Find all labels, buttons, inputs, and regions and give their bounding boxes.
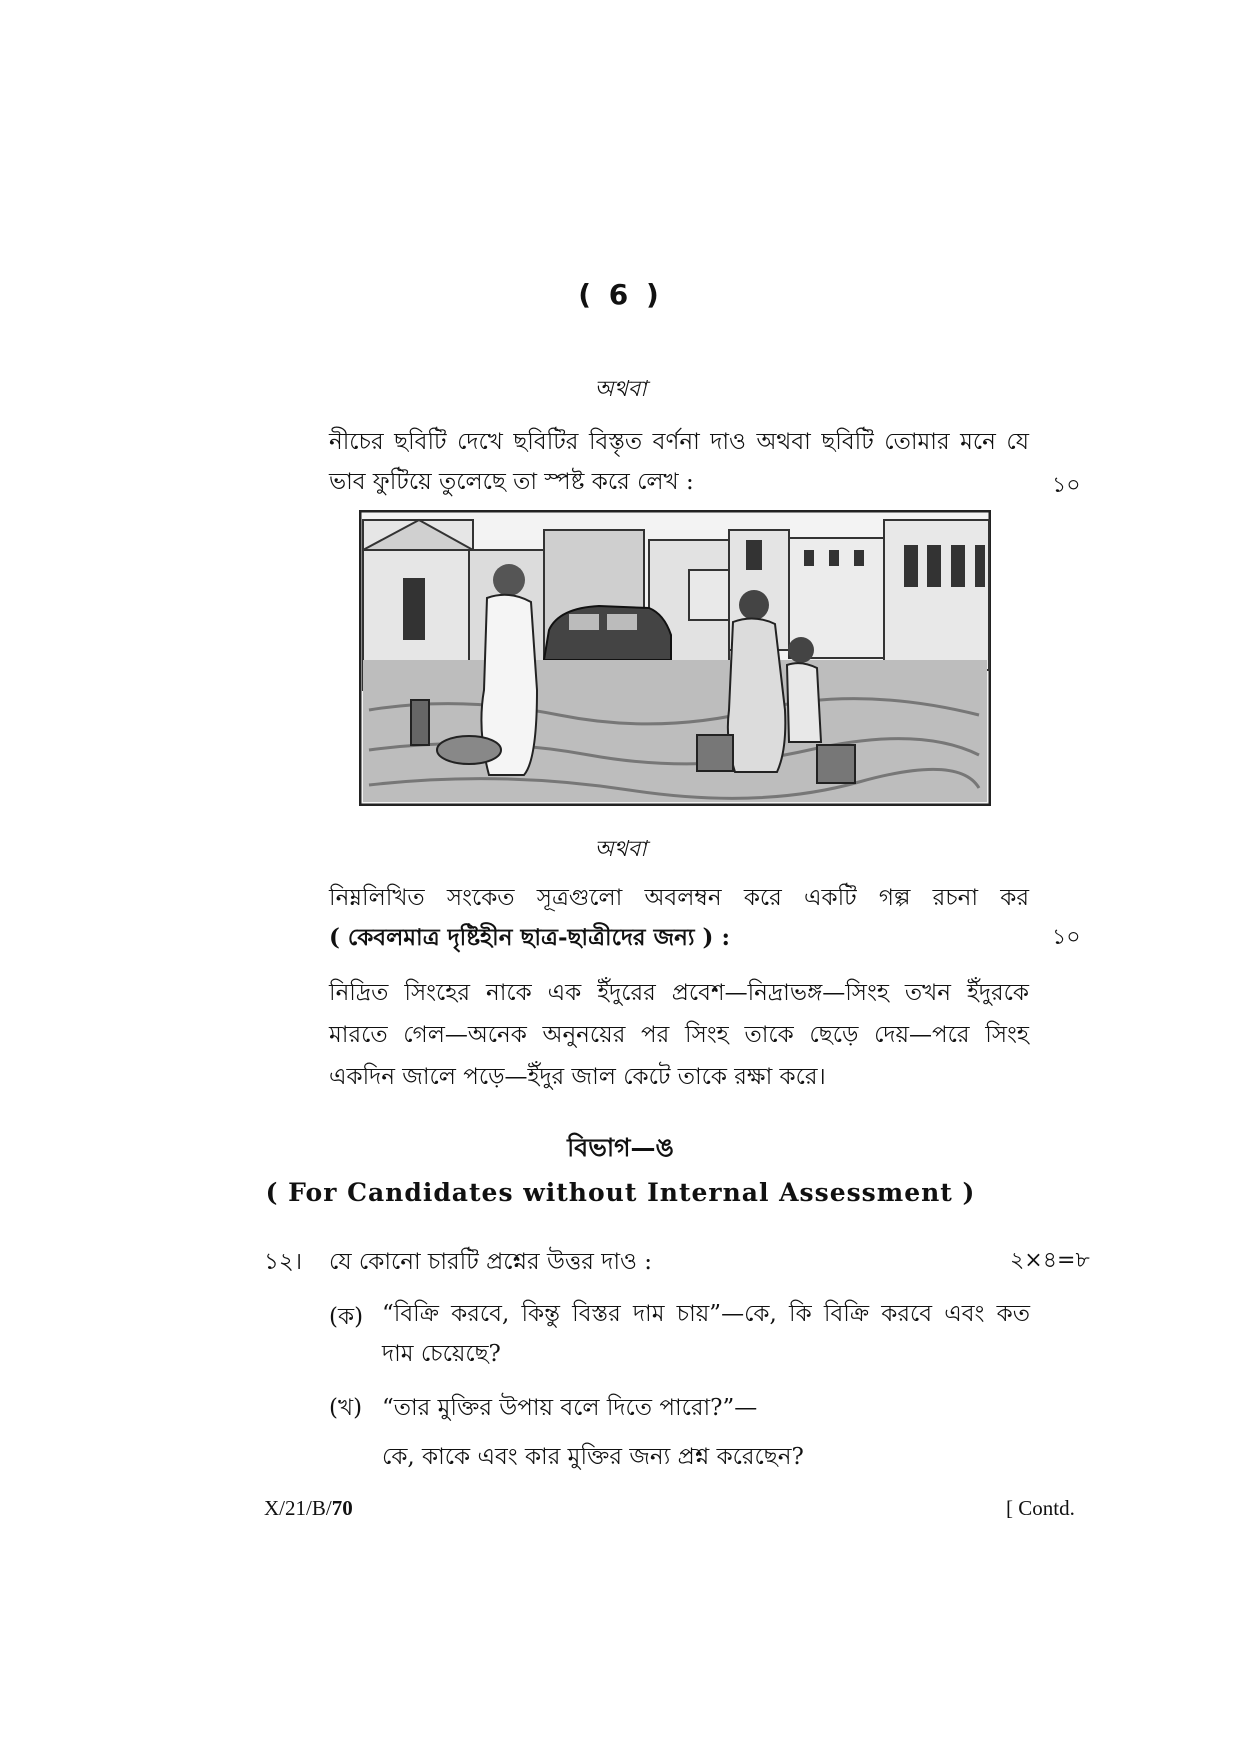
paper-code-prefix: X/21/B/ xyxy=(264,1496,332,1520)
section-title: বিভাগ—ঙ xyxy=(567,1133,674,1162)
picture-task-line1: নীচের ছবিটি দেখে ছবিটির বিস্তৃত বর্ণনা দাও অথবা ছবিটি তোমার মনে যে xyxy=(329,429,1029,455)
story-hints-line3: একদিন জালে পড়ে—ইঁদুর জাল কেটে তাকে রক্ষা করে। xyxy=(329,1064,826,1090)
part-label: (ক) xyxy=(329,1304,364,1330)
story-hints-line2: মারতে গেল—অনেক অনুনয়ের পর সিংহ তাকে ছেড়ে দেয়—পরে সিংহ xyxy=(329,1022,1029,1048)
picture-task-line2: ভাব ফুটিয়ে তুলেছে তা স্পষ্ট করে লেখ : xyxy=(329,469,694,495)
question-marks: ২×৪=৮ xyxy=(1010,1248,1090,1273)
section-subtitle: ( For Candidates without Internal Assessment ) xyxy=(265,1178,976,1207)
story-hints-line1: নিদ্রিত সিংহের নাকে এক ইঁদুরের প্রবেশ—নিদ্রাভঙ্গ—সিংহ তখন ইঁদুরকে xyxy=(329,980,1029,1006)
question-number: ১২। xyxy=(264,1249,303,1275)
part-kha-line2: কে, কাকে এবং কার মুক্তির জন্য প্রশ্ন করেছেন? xyxy=(382,1444,804,1470)
part-ka xyxy=(382,1294,1030,1374)
part-ka-line2: দাম চেয়েছে? xyxy=(382,1341,501,1367)
story-task-marks: ১০ xyxy=(1052,925,1081,950)
part-ka-line1: “বিক্রি করবে, কিন্তু বিস্তর দাম চায়”—কে, কি বিক্রি করবে এবং কত xyxy=(382,1301,1030,1327)
story-task xyxy=(329,878,1029,958)
story-hints xyxy=(329,972,1029,1098)
flood-illustration xyxy=(359,510,991,806)
picture-task-marks: ১০ xyxy=(1052,473,1081,498)
question-text: যে কোনো চারটি প্রশ্নের উত্তর দাও : xyxy=(329,1249,653,1275)
page-number: ( 6 ) xyxy=(578,278,663,311)
story-task-line1: নিম্নলিখিত সংকেত সূত্রগুলো অবলম্বন করে একটি গল্প রচনা কর xyxy=(329,885,1029,911)
paper-code-number: 70 xyxy=(331,1496,353,1520)
paper-code xyxy=(264,1496,353,1521)
part-kha-line1: “তার মুক্তির উপায় বলে দিতে পারো?”— xyxy=(382,1395,758,1421)
picture-task xyxy=(329,422,1029,502)
or-divider-1: অথবা xyxy=(594,377,647,402)
or-divider-2: অথবা xyxy=(594,837,647,862)
continued-note: [ Contd. xyxy=(1006,1496,1075,1520)
part-label: (খ) xyxy=(329,1395,363,1421)
story-task-line2: ( কেবলমাত্র দৃষ্টিহীন ছাত্র-ছাত্রীদের জন্য ) : xyxy=(329,924,730,951)
